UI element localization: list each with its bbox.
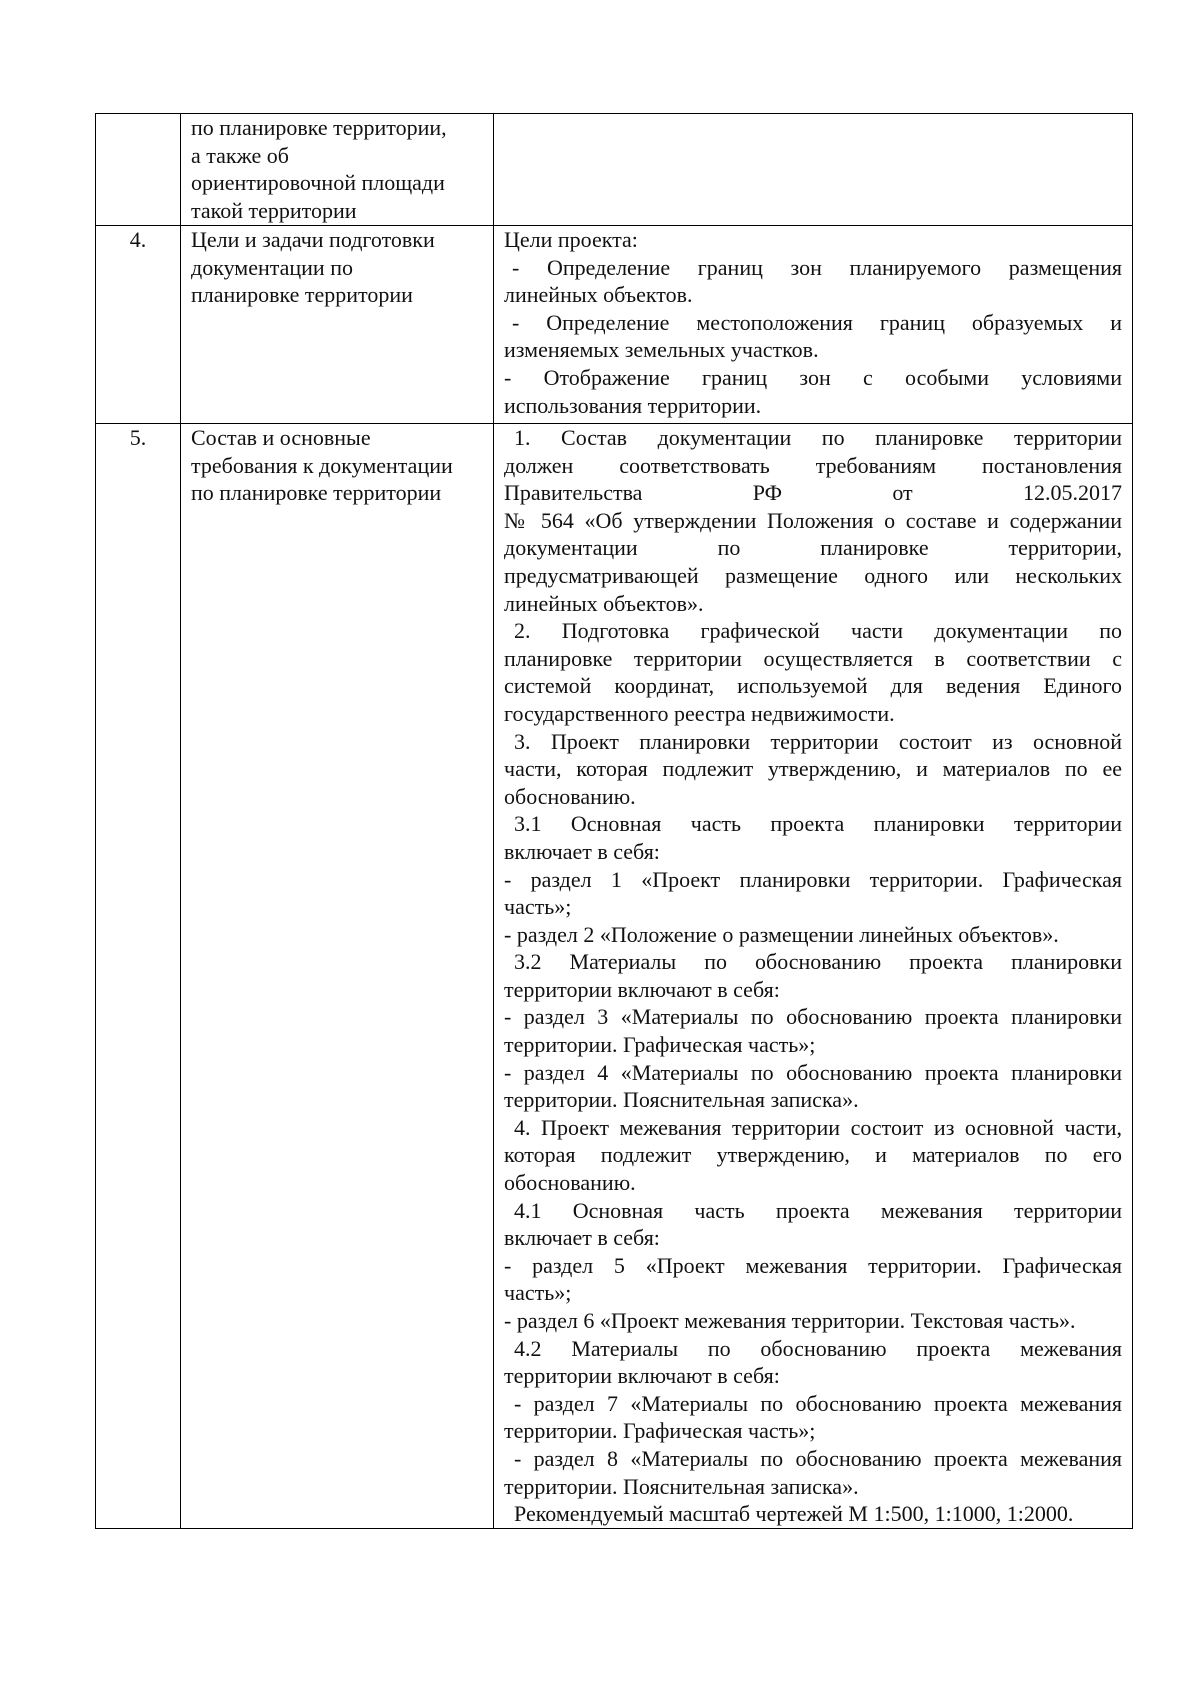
desc-line: - Определение местоположения границ образуемых и — [512, 309, 1122, 335]
row-description-cell — [494, 424, 1133, 1529]
desc-line: территории включают в себя: — [504, 976, 780, 1002]
row-number-cell — [96, 114, 181, 226]
desc-line: государственного реестра недвижимости. — [504, 700, 895, 726]
desc-line: - Отображение границ зон с особыми условиями — [504, 364, 1122, 390]
table-row — [96, 114, 1133, 226]
desc-line: 3. Проект планировки территории состоит из основной — [514, 728, 1122, 754]
desc-line: 1. Состав документации по планировке территории — [514, 425, 1122, 450]
desc-line: - раздел 1 «Проект планировки территории. Графическая — [504, 866, 1122, 892]
desc-line: - раздел 5 «Проект межевания территории. Графическая — [504, 1252, 1122, 1278]
desc-line: 3.2 Материалы по обоснованию проекта планировки — [514, 949, 1122, 975]
desc-line: документации по планировке территории, — [504, 535, 1122, 561]
desc-line: № 564 «Об утверждении Положения о составе и содержании — [504, 507, 1122, 533]
desc-line: 4.1 Основная часть проекта межевания территории — [514, 1197, 1122, 1223]
row-name-cell — [181, 114, 494, 226]
table-row — [96, 424, 1133, 1529]
desc-line: 2. Подготовка графической части документации по — [514, 618, 1122, 644]
name-line: по планировке территории — [191, 480, 442, 506]
desc-line: 4. Проект межевания территории состоит из основной части, — [514, 1114, 1122, 1140]
desc-line: - раздел 8 «Материалы по обоснованию проекта межевания — [514, 1445, 1122, 1471]
name-line: ориентировочной площади — [191, 170, 445, 196]
desc-line: 3.1 Основная часть проекта планировки территории — [514, 811, 1122, 837]
name-line: планировке территории — [191, 282, 413, 308]
desc-line: часть»; — [504, 894, 572, 920]
desc-line: - раздел 3 «Материалы по обоснованию проекта планировки — [504, 1004, 1122, 1030]
desc-line: линейных объектов». — [504, 590, 704, 616]
desc-line: использования территории. — [504, 392, 762, 418]
row-number-cell — [96, 226, 181, 424]
name-line: а также об — [191, 142, 289, 168]
requirements-table — [95, 113, 1133, 1529]
row-description-cell — [494, 114, 1133, 226]
desc-line: должен соответствовать требованиям постановления — [504, 452, 1122, 478]
desc-line: обоснованию. — [504, 783, 636, 809]
desc-line: - раздел 2 «Положение о размещении линейных объектов». — [504, 921, 1059, 947]
desc-line: - раздел 7 «Материалы по обоснованию проекта межевания — [514, 1390, 1122, 1416]
desc-line: обоснованию. — [504, 1170, 636, 1196]
desc-line: Цели проекта: — [504, 227, 638, 252]
table-row — [96, 226, 1133, 424]
row-number-cell — [96, 424, 181, 1529]
desc-line: - раздел 6 «Проект межевания территории. Текстовая часть». — [504, 1308, 1076, 1333]
desc-line: территории. Графическая часть»; — [504, 1418, 816, 1444]
desc-line: планировке территории осуществляется в соответствии с — [504, 645, 1122, 671]
name-line: Состав и основные — [191, 425, 371, 450]
desc-line: часть»; — [504, 1280, 572, 1306]
name-line: такой территории — [191, 197, 357, 223]
name-line: Цели и задачи подготовки — [191, 227, 435, 252]
name-line: по планировке территории, — [191, 115, 447, 140]
desc-line: которая подлежит утверждению, и материалов по его — [504, 1142, 1122, 1168]
desc-line: части, которая подлежит утверждению, и материалов по ее — [504, 756, 1122, 782]
row-name-cell — [181, 424, 494, 1529]
desc-line: Правительства РФ от 12.05.2017 — [504, 480, 1122, 506]
desc-line: изменяемых земельных участков. — [504, 337, 819, 363]
desc-line: - Определение границ зон планируемого размещения — [512, 254, 1122, 280]
desc-line: включает в себя: — [504, 838, 660, 864]
desc-line: предусматривающей размещение одного или нескольких — [504, 562, 1122, 588]
desc-line: Рекомендуемый масштаб чертежей М 1:500, 1:1000, 1:2000. — [514, 1501, 1074, 1527]
desc-line: территории. Графическая часть»; — [504, 1032, 816, 1058]
row-number: 5. — [129, 425, 147, 450]
desc-line: 4.2 Материалы по обоснованию проекта межевания — [514, 1335, 1122, 1361]
desc-line: системой координат, используемой для ведения Единого — [504, 673, 1122, 699]
name-line: документации по — [191, 254, 353, 280]
name-line: требования к документации — [191, 452, 453, 478]
row-name-cell — [181, 226, 494, 424]
desc-line: - раздел 4 «Материалы по обоснованию проекта планировки — [504, 1059, 1122, 1085]
row-number: 4. — [129, 227, 147, 252]
desc-line: территории. Пояснительная записка». — [504, 1473, 859, 1499]
desc-line: территории включают в себя: — [504, 1363, 780, 1389]
desc-line: линейных объектов. — [504, 282, 693, 308]
desc-line: территории. Пояснительная записка». — [504, 1087, 859, 1113]
row-description-cell — [494, 226, 1133, 424]
desc-line: включает в себя: — [504, 1225, 660, 1251]
